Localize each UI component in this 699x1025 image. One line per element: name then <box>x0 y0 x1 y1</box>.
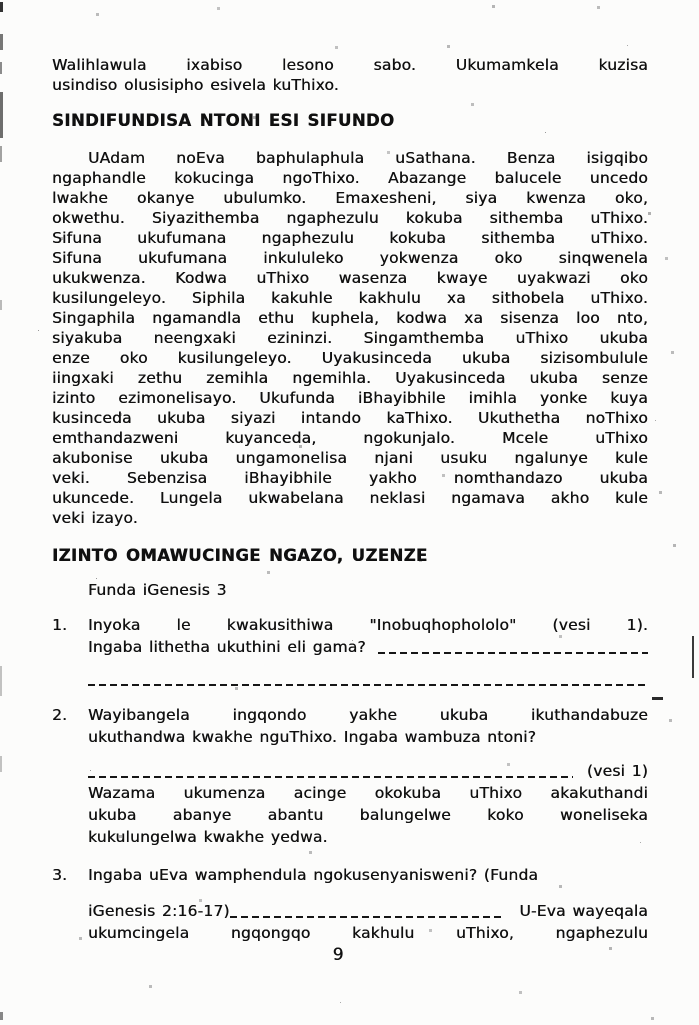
text-line: veki. Sebenzisa iBhayibhile yakho nomthandazo ukuba <box>52 469 648 487</box>
scan-edge-mark <box>0 92 3 138</box>
text-line: Wayibangela ingqondo yakhe ukuba ikuthandabuze <box>88 706 648 724</box>
scan-edge-mark <box>0 1012 3 1020</box>
scan-edge-mark <box>0 2 3 12</box>
scan-margin-line <box>692 636 694 678</box>
question-line-with-blank <box>88 900 648 922</box>
text-line: kusilungeleyo. Siphila kakuhle kakhulu xa sithobela uThixo. <box>52 289 648 307</box>
scan-edge-mark <box>0 34 3 50</box>
section-heading: SINDIFUNDISA NTONI ESI SIFUNDO <box>52 111 395 130</box>
text-line: siyakuba neengxaki ezininzi. Singamthemba uThixo ukuba <box>52 329 648 347</box>
text-line: enze oko kusilungeleyo. Uyakusinceda ukuba sizisombulule <box>52 349 648 367</box>
scan-edge-mark <box>0 666 2 696</box>
scan-edge-mark <box>0 756 2 772</box>
intro-paragraph <box>52 55 648 95</box>
text-line: Wazama ukumenza acinge okokuba uThixo akakuthandi <box>88 784 648 802</box>
text-line: izinto ezimonelisayo. Ukufunda iBhayibhile imihla yonke kuya <box>52 389 648 407</box>
section-heading: IZINTO OMAWUCINGE NGAZO, UZENZE <box>52 546 428 565</box>
text-column <box>52 55 648 944</box>
question-item-1 <box>52 614 648 658</box>
text-line: ukukwenza. Kodwa uThixo wasenza kwaye uyakwazi oko <box>52 269 648 287</box>
answer-blank <box>230 916 502 918</box>
text-line: ukumcingela ngqongqo kakhulu uThixo, ngaphezulu <box>88 924 648 942</box>
scan-edge-mark <box>0 62 2 74</box>
scan-noise <box>0 0 1 1</box>
text-line: kusinceda ukuba siyazi intando kaThixo. Ukuthetha noThixo <box>52 409 648 427</box>
scripture-reference: iGenesis 2:16-17) <box>88 902 230 920</box>
text-line: okwethu. Siyazithemba ngaphezulu kokuba sithemba uThixo. <box>52 209 648 227</box>
question-item-2 <box>52 704 648 848</box>
text-line: lwakhe okanye ubulumko. Emaxesheni, siya kwenza oko, <box>52 189 648 207</box>
question-number: 3. <box>52 866 68 884</box>
text-line: iingxaki zethu zemihla ngemihla. Uyakusinceda ukuba senze <box>52 369 648 387</box>
text-line: ukuba abanye abantu balungelwe koko woneliseka <box>88 806 648 824</box>
answer-line <box>88 760 648 782</box>
answer-blank <box>88 684 648 686</box>
answer-blank <box>378 652 648 654</box>
text-line: Ingaba uEva wamphendula ngokusenyanisweni? (Funda <box>88 866 539 884</box>
text-line: UAdam noEva baphulaphula uSathana. Benza isigqibo <box>88 149 648 167</box>
scan-edge-mark <box>0 300 2 310</box>
verse-reference: (vesi 1) <box>586 762 648 780</box>
scan-edge-mark <box>0 146 2 162</box>
text-line: kukulungelwa kwakhe yedwa. <box>88 828 328 846</box>
text-line: Ingaba lithetha ukuthini eli gama? <box>88 638 366 656</box>
text-line: Sifuna ukufumana inkululeko yokwenza oko sinqwenela <box>52 249 648 267</box>
text-line: emthandazweni kuyanceda, ngokunjalo. Mcele uThixo <box>52 429 648 447</box>
text-line: Walihlawula ixabiso lesono sabo. Ukumamkela kuzisa <box>52 56 648 74</box>
text-line: usindiso olusisipho esivela kuThixo. <box>52 76 339 94</box>
scan-stray-dash <box>652 697 663 700</box>
explanation <box>88 782 648 848</box>
lesson-paragraph <box>52 148 648 528</box>
text-line: ukuthandwa kwakhe nguThixo. Ingaba wambuza ntoni? <box>88 728 537 746</box>
text-line: veki izayo. <box>52 509 138 527</box>
text-line: ukuncede. Lungela ukwabelana neklasi ngamava akho kule <box>52 489 648 507</box>
read-instruction: Funda iGenesis 3 <box>88 581 227 599</box>
text-line: U-Eva wayeqala <box>519 902 648 920</box>
answer-blank <box>88 776 573 778</box>
text-line: Sifuna ukufumana ngaphezulu kokuba sithemba uThixo. <box>52 229 648 247</box>
question-item-3 <box>52 864 648 944</box>
question-line-with-blank <box>88 636 648 658</box>
text-line: Singaphila ngamandla ethu kuphela, kodwa xa sisenza loo nto, <box>52 309 648 327</box>
question-number: 1. <box>52 616 68 634</box>
question-number: 2. <box>52 706 68 724</box>
text-line: ngaphandle kokucinga ngoThixo. Abazange balucele uncedo <box>52 169 648 187</box>
text-line: akubonise ukuba ungamonelisa njani usuku ngalunye kule <box>52 449 648 467</box>
page-number: 9 <box>332 945 344 965</box>
text-line: Inyoka le kwakusithiwa "Inobuqhophololo" (vesi 1). <box>88 616 648 634</box>
